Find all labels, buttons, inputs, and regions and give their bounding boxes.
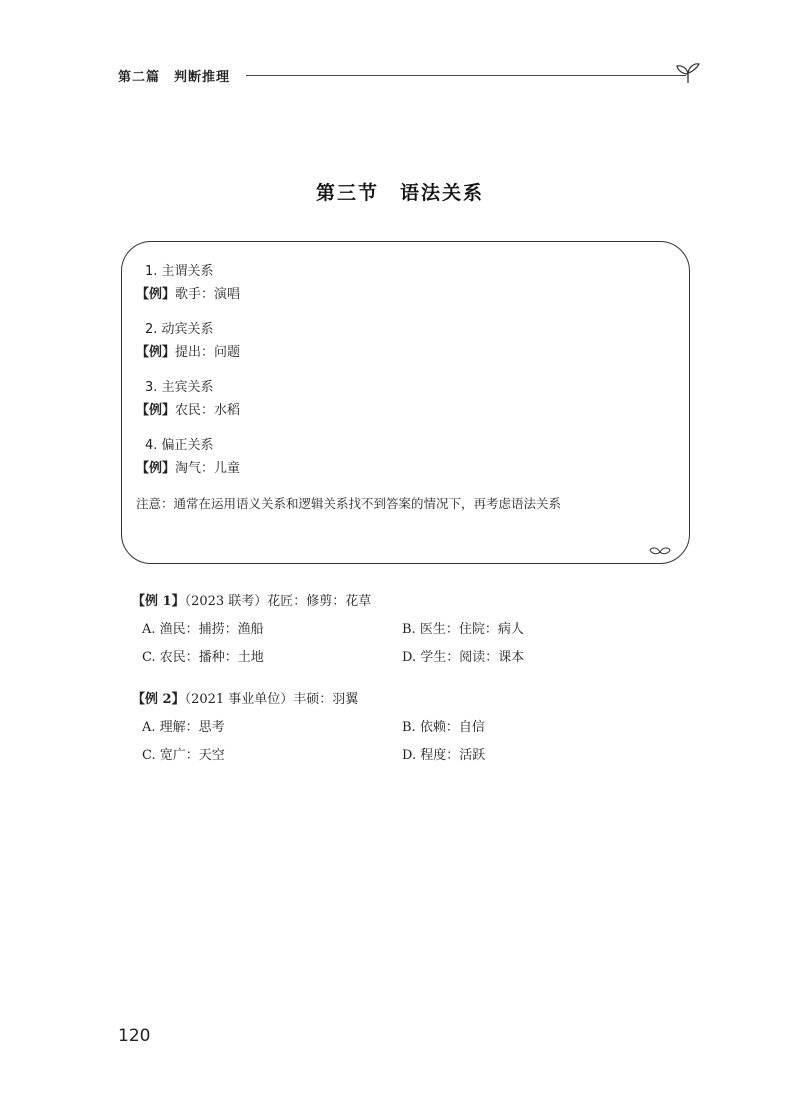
option-c: C. 宽广：天空	[142, 748, 225, 763]
question-text: （2021 事业单位）丰硕：羽翼	[184, 692, 359, 707]
example-text: 淘气：儿童	[175, 461, 241, 476]
list-item	[136, 320, 676, 366]
option-row	[132, 618, 652, 646]
note-box	[121, 241, 690, 564]
list-item	[136, 262, 676, 308]
question-1	[132, 590, 652, 674]
question-stem	[132, 590, 652, 614]
relation-example	[136, 282, 676, 308]
question-2	[132, 688, 652, 772]
leaf-icon	[649, 546, 671, 558]
question-stem	[132, 688, 652, 712]
relation-title: 3. 主宾关系	[145, 380, 214, 395]
example-text: 农民：水稻	[175, 403, 241, 418]
option-b: B. 医生：住院：病人	[402, 622, 524, 637]
question-text: （2023 联考）花匠：修剪：花草	[184, 594, 372, 609]
relation-title: 1. 主谓关系	[145, 264, 214, 279]
option-a: A. 理解：思考	[142, 720, 225, 735]
question-tag: 【例 2】	[132, 692, 185, 707]
relation-example	[136, 398, 676, 424]
list-item	[136, 378, 676, 424]
page-number: 120	[118, 1026, 151, 1046]
question-tag: 【例 1】	[132, 594, 185, 609]
relation-example	[136, 456, 676, 482]
option-row	[132, 716, 652, 744]
section-title: 第三节 语法关系	[315, 182, 484, 204]
option-row	[132, 646, 652, 674]
example-questions	[132, 590, 652, 786]
header-rule	[246, 75, 686, 76]
option-d: D. 学生：阅读：课本	[402, 650, 525, 665]
list-item	[136, 436, 676, 482]
example-tag: 【例】	[136, 403, 176, 418]
relation-example	[136, 340, 676, 366]
example-text: 提出：问题	[175, 345, 241, 360]
option-a: A. 渔民：捕捞：渔船	[142, 622, 264, 637]
option-b: B. 依赖：自信	[402, 720, 485, 735]
page-header	[118, 62, 698, 92]
option-d: D. 程度：活跃	[402, 748, 486, 763]
sprout-icon	[674, 62, 702, 84]
example-tag: 【例】	[136, 287, 176, 302]
note-content	[136, 262, 676, 514]
relation-title: 4. 偏正关系	[145, 438, 214, 453]
option-row	[132, 744, 652, 772]
example-tag: 【例】	[136, 461, 176, 476]
example-tag: 【例】	[136, 345, 176, 360]
header-title: 第二篇 判断推理	[118, 70, 231, 85]
notice-text: 注意：通常在运用语义关系和逻辑关系找不到答案的情况下，再考虑语法关系	[136, 496, 562, 511]
example-text: 歌手：演唱	[175, 287, 241, 302]
option-c: C. 农民：播种：土地	[142, 650, 264, 665]
relation-title: 2. 动宾关系	[145, 322, 214, 337]
